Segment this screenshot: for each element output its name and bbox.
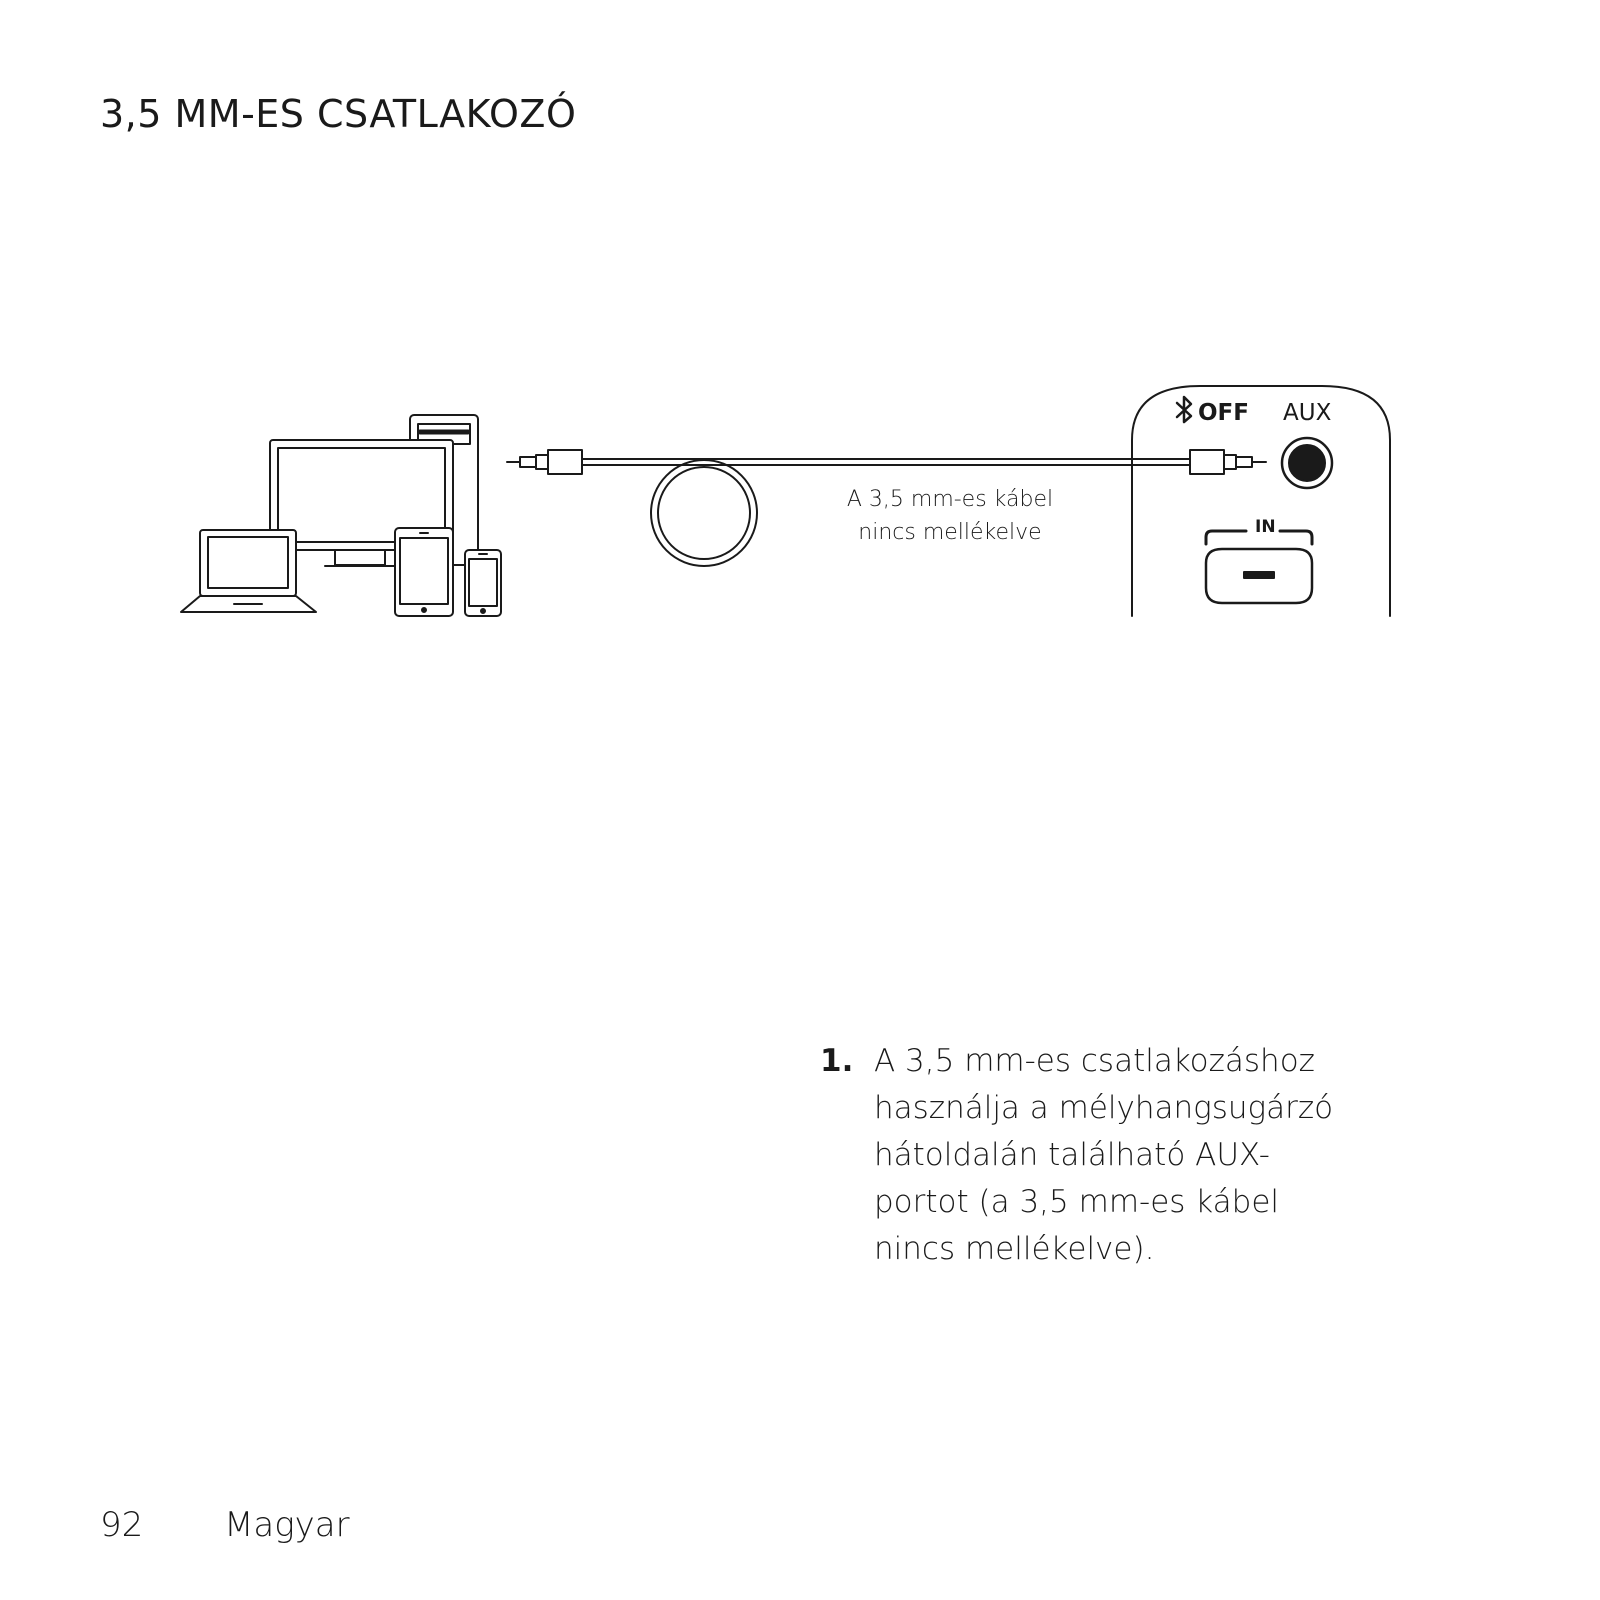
- page-number: 92: [100, 1505, 144, 1545]
- bluetooth-icon: [1177, 397, 1191, 422]
- step-text-line: használja a mélyhangsugárzó: [874, 1090, 1334, 1126]
- cable-not-included-note: [800, 483, 1100, 549]
- cable-note-line: nincs mellékelve: [858, 520, 1042, 545]
- tablet-icon: [395, 528, 453, 616]
- usb-in-port: [1206, 531, 1312, 603]
- step-text-line: hátoldalán található AUX-: [874, 1137, 1270, 1173]
- step-number: 1.: [820, 1043, 854, 1079]
- page-title: 3,5 MM-ES CSATLAKOZÓ: [100, 92, 577, 136]
- step-text: [874, 1038, 1414, 1273]
- laptop-icon: [181, 530, 316, 612]
- in-label: IN: [1255, 517, 1276, 537]
- page-language: Magyar: [224, 1505, 350, 1545]
- step-text-line: portot (a 3,5 mm-es kábel: [874, 1184, 1280, 1220]
- instruction-steps: [820, 1038, 1420, 1273]
- aux-label: AUX: [1283, 400, 1332, 426]
- step-text-line: A 3,5 mm-es csatlakozáshoz: [874, 1043, 1315, 1079]
- subwoofer-back-panel: [1132, 386, 1390, 616]
- phone-icon: [465, 550, 501, 616]
- page-footer: [100, 1505, 350, 1545]
- cable-note-line: A 3,5 mm-es kábel: [846, 487, 1054, 512]
- step-text-line: nincs mellékelve).: [874, 1231, 1155, 1267]
- instruction-step: [820, 1038, 1420, 1273]
- aux-port: [1282, 438, 1332, 488]
- bluetooth-off-label: OFF: [1198, 400, 1249, 426]
